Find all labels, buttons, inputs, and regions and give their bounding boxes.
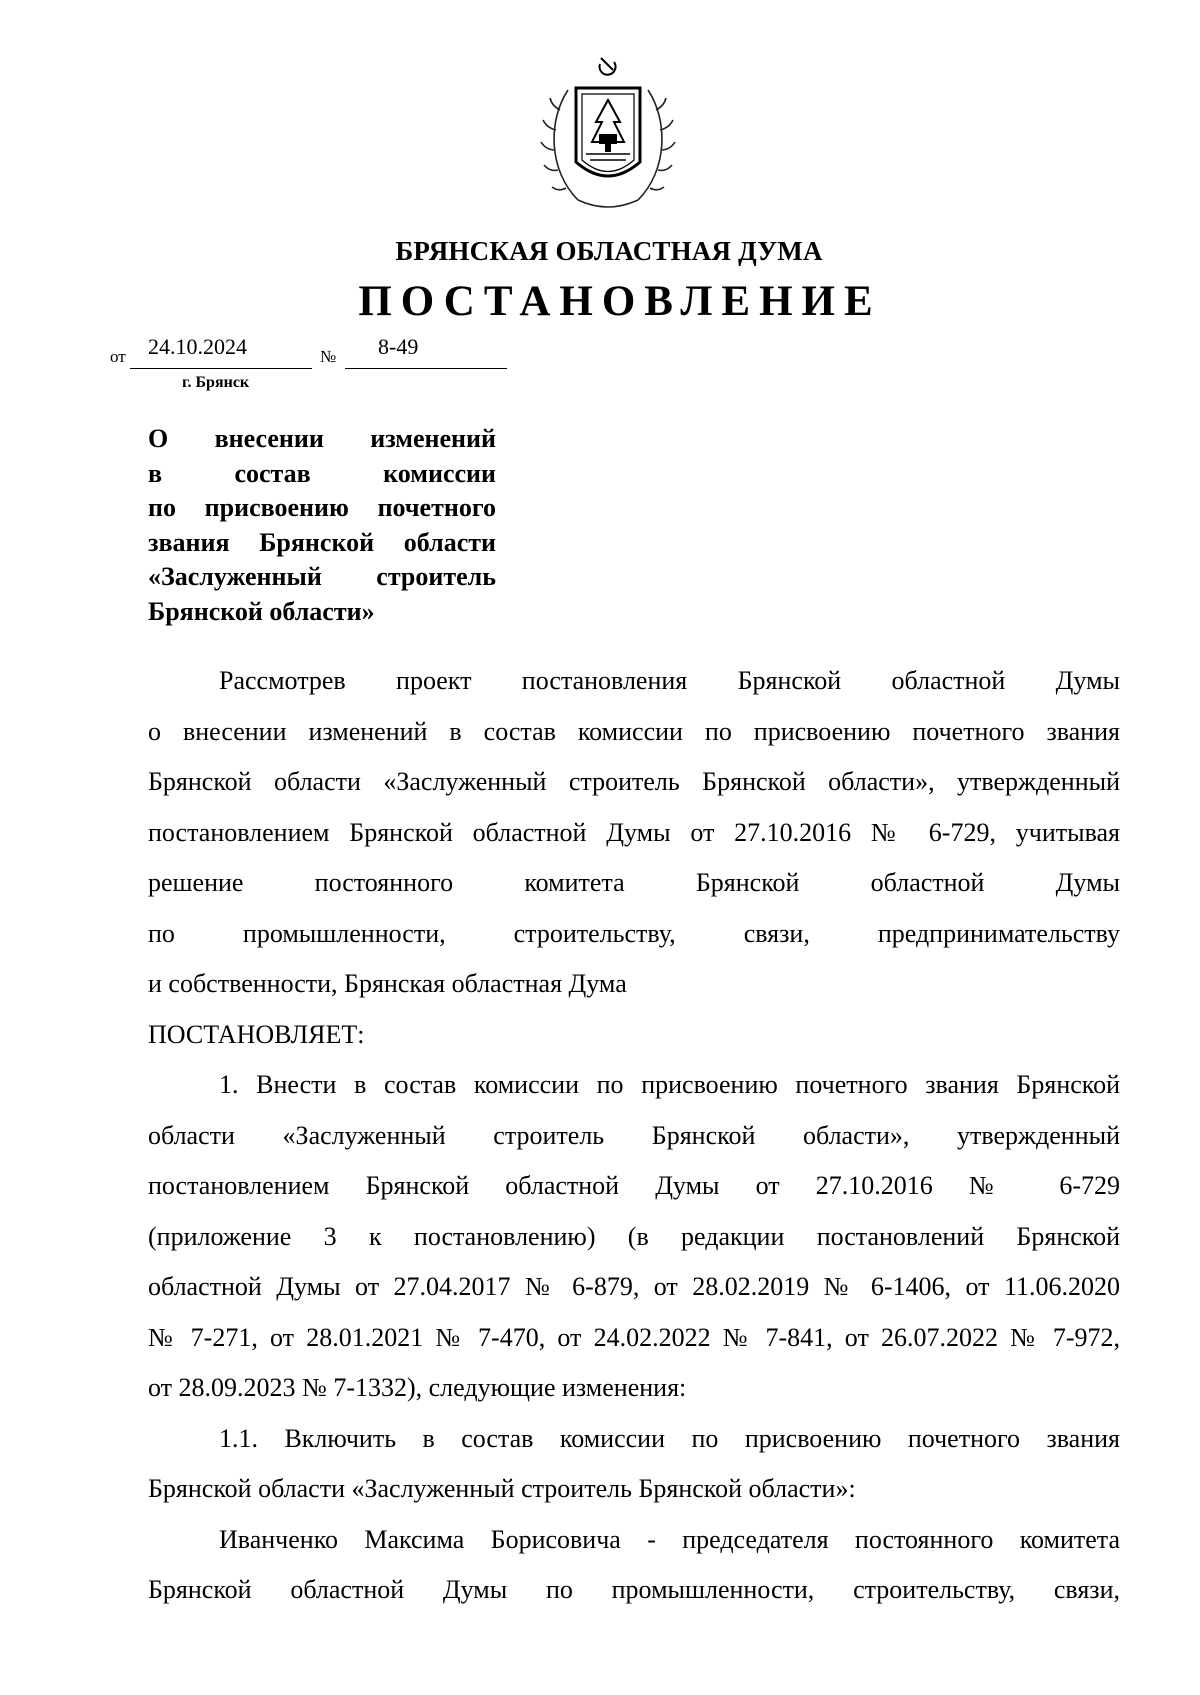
subject-line: в состав комиссии <box>148 458 496 488</box>
document-type-title: ПОСТАНОВЛЕНИЕ <box>358 278 882 325</box>
subject-line: О внесении изменений <box>148 424 496 453</box>
document-number: 8-49 <box>378 334 419 359</box>
city-name: г. Брянск <box>182 374 250 391</box>
body-line: области «Заслуженный строитель Брянской области», утвержденный <box>148 1120 1120 1150</box>
number-label: № <box>320 347 337 366</box>
body-line: 1. Внести в состав комиссии по присвоению почетного звания Брянской <box>219 1070 1120 1099</box>
date-underline <box>130 368 312 369</box>
number-underline <box>345 368 507 369</box>
resolves-heading: ПОСТАНОВЛЯЕТ: <box>148 1019 365 1049</box>
subject-line: по присвоению почетного <box>148 493 496 522</box>
body-line: и собственности, Брянская областная Дума <box>148 969 627 998</box>
body-line: 1.1. Включить в состав комиссии по присвоению почетного звания <box>219 1423 1120 1453</box>
document-body <box>148 656 1120 1616</box>
body-line: № 7-271, от 28.01.2021 № 7-470, от 24.02.2022 № 7-841, от 26.07.2022 № 7-972, <box>148 1322 1120 1352</box>
body-line: о внесении изменений в состав комиссии по присвоению почетного звания <box>148 716 1120 746</box>
body-line: от 28.09.2023 № 7-1332), следующие изменения: <box>148 1373 687 1402</box>
body-line: областной Думы от 27.04.2017 № 6-879, от 28.02.2019 № 6-1406, от 11.06.2020 <box>148 1272 1120 1301</box>
body-line: Брянской области «Заслуженный строитель Брянской области», утвержденный <box>148 767 1120 796</box>
document-date: 24.10.2024 <box>148 334 247 359</box>
body-line: постановлением Брянской областной Думы от 27.10.2016 № 6-729, учитывая <box>148 817 1120 847</box>
body-line: (приложение 3 к постановлению) (в редакции постановлений Брянской <box>148 1221 1120 1251</box>
body-line: постановлением Брянской областной Думы от 27.10.2016 № 6-729 <box>148 1171 1120 1200</box>
item-1-paragraph <box>148 1060 1120 1414</box>
body-line: Иванченко Максима Борисовича - председателя постоянного комитета <box>219 1524 1120 1554</box>
subject-line: «Заслуженный строитель <box>148 562 496 591</box>
document-subject <box>148 422 496 629</box>
subject-line: Брянской области» <box>148 596 375 626</box>
date-label: от <box>110 347 126 366</box>
body-line: Брянской области «Заслуженный строитель Брянской области»: <box>148 1474 856 1503</box>
body-line: Рассмотрев проект постановления Брянской областной Думы <box>219 666 1120 695</box>
organization-title: БРЯНСКАЯ ОБЛАСТНАЯ ДУМА <box>395 236 823 266</box>
intro-paragraph <box>148 656 1120 1010</box>
subject-line: звания Брянской области <box>148 527 496 557</box>
item-1-1-paragraph <box>148 1414 1120 1515</box>
body-line: по промышленности, строительству, связи, предпринимательству <box>148 918 1120 948</box>
body-line: Брянской областной Думы по промышленности, строительству, связи, <box>148 1575 1120 1604</box>
body-line: решение постоянного комитета Брянской областной Думы <box>148 868 1120 897</box>
coat-of-arms-icon <box>538 50 678 220</box>
person-paragraph <box>148 1515 1120 1616</box>
